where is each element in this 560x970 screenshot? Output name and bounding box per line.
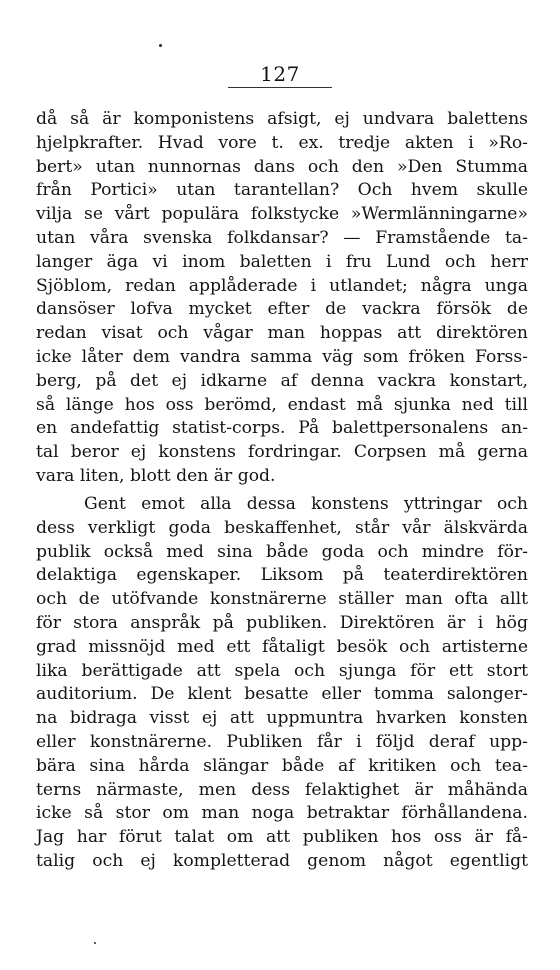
- text-line: na bidraga visst ej att uppmuntra hvarken konsten: [36, 708, 528, 729]
- text-line: eller konstnärerne. Publiken får i följd deraf upp-: [36, 731, 528, 752]
- page-number: 127: [260, 62, 300, 86]
- ink-speck-top: [159, 44, 162, 47]
- text-line: hjelpkrafter. Hvad vore t. ex. tredje akten i »Ro-: [36, 132, 528, 153]
- text-line: lika berättigade att spela och sjunga för ett stort: [36, 660, 528, 681]
- text-line: redan visat och vågar man hoppas att direktören: [36, 323, 528, 344]
- text-line: vilja se vårt populära folkstycke »Wermlänningarne»: [36, 204, 528, 225]
- text-line: icke så stor om man noga betraktar förhållandena.: [36, 803, 528, 824]
- text-line: auditorium. De klent besatte eller tomma salonger-: [36, 684, 528, 705]
- text-line: publik också med sina både goda och mindre för-: [36, 541, 528, 562]
- text-line: för stora anspråk på publiken. Direktören är i hög: [36, 612, 528, 633]
- text-line: bert» utan nunnornas dans och den »Den Stumma: [36, 156, 528, 177]
- text-line: langer äga vi inom baletten i fru Lund och herr: [36, 251, 528, 272]
- text-line: från Portici» utan tarantellan? Och hvem skulle: [36, 180, 528, 201]
- text-line: tal beror ej konstens fordringar. Corpsen må gerna: [36, 442, 528, 463]
- text-line: dess verkligt goda beskaffenhet, står vår älskvärda: [36, 517, 528, 538]
- text-line: bära sina hårda slängar både af kritiken och tea-: [36, 755, 528, 776]
- ink-speck-bottom: [94, 942, 96, 944]
- text-line: och de utöfvande konstnärerne ställer man ofta allt: [36, 589, 528, 610]
- text-line: utan våra svenska folkdansar? — Framstående ta-: [36, 227, 528, 248]
- text-line: en andefattig statist-corps. På balettpersonalens an-: [36, 418, 528, 439]
- text-line: Sjöblom, redan applåderade i utlandet; några unga: [36, 275, 528, 296]
- text-line: delaktiga egenskaper. Liksom på teaterdirektören: [36, 565, 528, 586]
- text-line: dansöser lofva mycket efter de vackra försök de: [36, 299, 528, 320]
- paragraph-1: [36, 108, 528, 489]
- text-line: vara liten, blott den är god.: [36, 465, 276, 486]
- text-line: berg, på det ej idkarne af denna vackra konstart,: [36, 370, 528, 391]
- text-line: Gent emot alla dessa konstens yttringar och: [84, 494, 528, 514]
- page-number-rule: [228, 87, 332, 88]
- paragraph-2: [36, 493, 528, 874]
- text-line: då så är komponistens afsigt, ej undvara balettens: [36, 109, 528, 129]
- text-line: terns närmaste, men dess felaktighet är måhända: [36, 779, 528, 800]
- text-line: talig och ej kompletterad genom något egentligt: [36, 850, 528, 871]
- text-line: icke låter dem vandra samma väg som fröken Forss-: [36, 346, 528, 367]
- text-line: grad missnöjd med ett fåtaligt besök och artisterne: [36, 636, 528, 657]
- text-line: Jag har förut talat om att publiken hos oss är få-: [36, 827, 528, 848]
- text-line: så länge hos oss berömd, endast må sjunka ned till: [36, 394, 528, 415]
